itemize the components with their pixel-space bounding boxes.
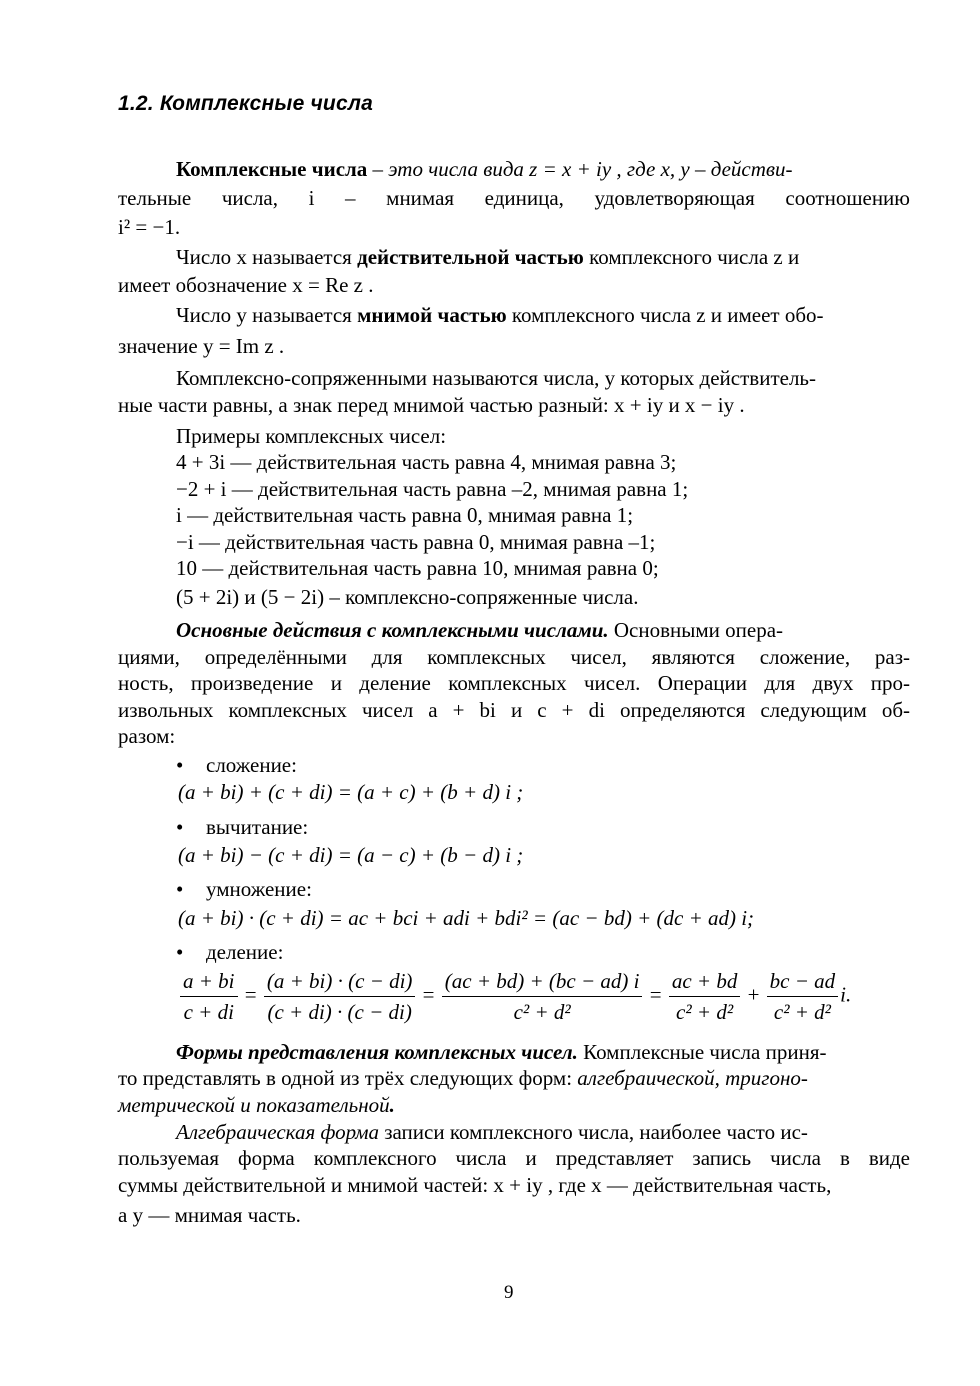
p1-line3: i² = −1. <box>118 215 181 239</box>
add-formula: (a + bi) + (c + di) = (a + c) + (b + d) i ; <box>178 780 524 804</box>
fraction-denominator: c² + d² <box>513 1000 571 1024</box>
ops-line4: извольных комплексных чисел a + bi и c + di определяются следующим об- <box>118 698 910 722</box>
fraction-numerator: ac + bd <box>669 966 741 997</box>
fraction-denominator: (c + di) · (c − di) <box>267 1000 412 1024</box>
plus-sign: + <box>747 982 760 1007</box>
p2-post: комплексного числа z и <box>583 245 800 269</box>
p3-line1 <box>176 303 824 328</box>
sub-label: вычитание: <box>206 815 309 839</box>
add-label: сложение: <box>206 753 297 777</box>
ops-line5: разом: <box>118 724 176 748</box>
fraction-numerator: a + bi <box>180 966 238 997</box>
bullet-dot: • <box>176 877 184 901</box>
forms-line3-it: метрической и показательной <box>118 1093 390 1117</box>
equals-sign: = <box>422 982 435 1007</box>
fraction <box>767 966 839 1027</box>
bullet-dot: • <box>176 815 184 839</box>
mul-formula: (a + bi) · (c + di) = ac + bci + adi + bdi² = (ac − bd) + (dc + ad) i; <box>178 906 755 930</box>
div-tail: i. <box>840 982 852 1007</box>
example-item: (5 + 2i) и (5 − 2i) – комплексно-сопряженные числа. <box>176 585 639 609</box>
alg-line4: а y — мнимая часть. <box>118 1203 301 1227</box>
fraction-denominator: c² + d² <box>676 1000 734 1024</box>
div-formula <box>178 966 851 1027</box>
term-real-part: действительной частью <box>357 245 584 269</box>
fraction <box>442 966 643 1027</box>
p3-pre: Число y называется <box>176 303 358 327</box>
ops-line1-rest: Основными опера- <box>608 618 784 642</box>
p4-line2: ные части равны, а знак перед мнимой частью разный: x + iy и x − iy . <box>118 393 745 417</box>
forms-line1-rest: Комплексные числа приня- <box>577 1040 827 1064</box>
p2-pre: Число x называется <box>176 245 358 269</box>
ops-line3: ность, произведение и деление комплексных чисел. Операции для двух про- <box>118 671 910 695</box>
forms-line2-it: алгебраической, тригоно- <box>577 1066 808 1090</box>
p1-line1 <box>176 157 910 182</box>
ops-line2: циями, определёнными для комплексных чисел, являются сложение, раз- <box>118 645 910 669</box>
alg-line1-rest: записи комплексного числа, наиболее часто ис- <box>378 1120 808 1144</box>
fraction-numerator: bc − ad <box>767 966 839 997</box>
p1-line1-rest: – это числа вида z = x + iy , где x, y – действи- <box>367 157 793 181</box>
term-algebraic-form: Алгебраическая форма <box>176 1120 379 1144</box>
alg-line1 <box>176 1120 808 1145</box>
sub-formula: (a + bi) − (c + di) = (a − c) + (b − d) i ; <box>178 843 524 867</box>
example-item: −i — действительная часть равна 0, мнимая равна –1; <box>176 530 656 554</box>
forms-line1 <box>176 1040 826 1065</box>
example-item: 4 + 3i — действительная часть равна 4, мнимая равна 3; <box>176 450 677 474</box>
forms-line2-pre: то представлять в одной из трёх следующих форм: <box>118 1066 578 1090</box>
forms-line3 <box>118 1093 395 1118</box>
term-imag-part: мнимой частью <box>357 303 507 327</box>
example-item: 10 — действительная часть равна 10, мнимая равна 0; <box>176 556 659 580</box>
document-page <box>118 0 910 1386</box>
bullet-sub <box>176 815 308 840</box>
p4-line1: Комплексно-сопряженными называются числа, у которых действитель- <box>176 366 816 390</box>
fraction <box>669 966 741 1027</box>
alg-line3: суммы действительной и мнимой частей: x + iy , где x — действительная часть, <box>118 1173 832 1197</box>
fraction-numerator: (ac + bd) + (bc − ad) i <box>442 966 643 997</box>
mul-label: умножение: <box>206 877 312 901</box>
term-forms: Формы представления комплексных чисел. <box>176 1040 578 1064</box>
bullet-div <box>176 940 283 965</box>
equals-sign: = <box>649 982 662 1007</box>
p3-line2: значение y = Im z . <box>118 334 285 358</box>
alg-line2: пользуемая форма комплексного числа и представляет запись числа в виде <box>118 1146 910 1170</box>
ops-line1 <box>176 618 783 643</box>
fraction-denominator: c² + d² <box>773 1000 831 1024</box>
bullet-mul <box>176 877 312 902</box>
examples-title: Примеры комплексных чисел: <box>176 424 447 448</box>
example-item: i — действительная часть равна 0, мнимая равна 1; <box>176 503 634 527</box>
equals-sign: = <box>244 982 257 1007</box>
section-heading: 1.2. Комплексные числа <box>118 92 373 115</box>
fraction-numerator: (a + bi) · (c − di) <box>264 966 416 997</box>
bullet-add <box>176 753 297 778</box>
forms-line2 <box>118 1066 808 1091</box>
p2-line1 <box>176 245 799 270</box>
p2-line2: имеет обозначение x = Re z . <box>118 273 374 297</box>
p1-line2: тельные числа, i – мнимая единица, удовлетворяющая соотношению <box>118 186 910 210</box>
fraction <box>264 966 416 1027</box>
term-basic-operations: Основные действия с комплексными числами. <box>176 618 609 642</box>
p3-post: комплексного числа z и имеет обо- <box>506 303 824 327</box>
fraction <box>180 966 238 1027</box>
page-number: 9 <box>504 1282 514 1303</box>
term-complex-numbers: Комплексные числа <box>176 157 368 181</box>
forms-line3-end: . <box>389 1093 395 1117</box>
bullet-dot: • <box>176 753 184 777</box>
example-item: −2 + i — действительная часть равна –2, мнимая равна 1; <box>176 477 689 501</box>
fraction-denominator: c + di <box>183 1000 234 1024</box>
bullet-dot: • <box>176 940 184 964</box>
div-label: деление: <box>206 940 284 964</box>
